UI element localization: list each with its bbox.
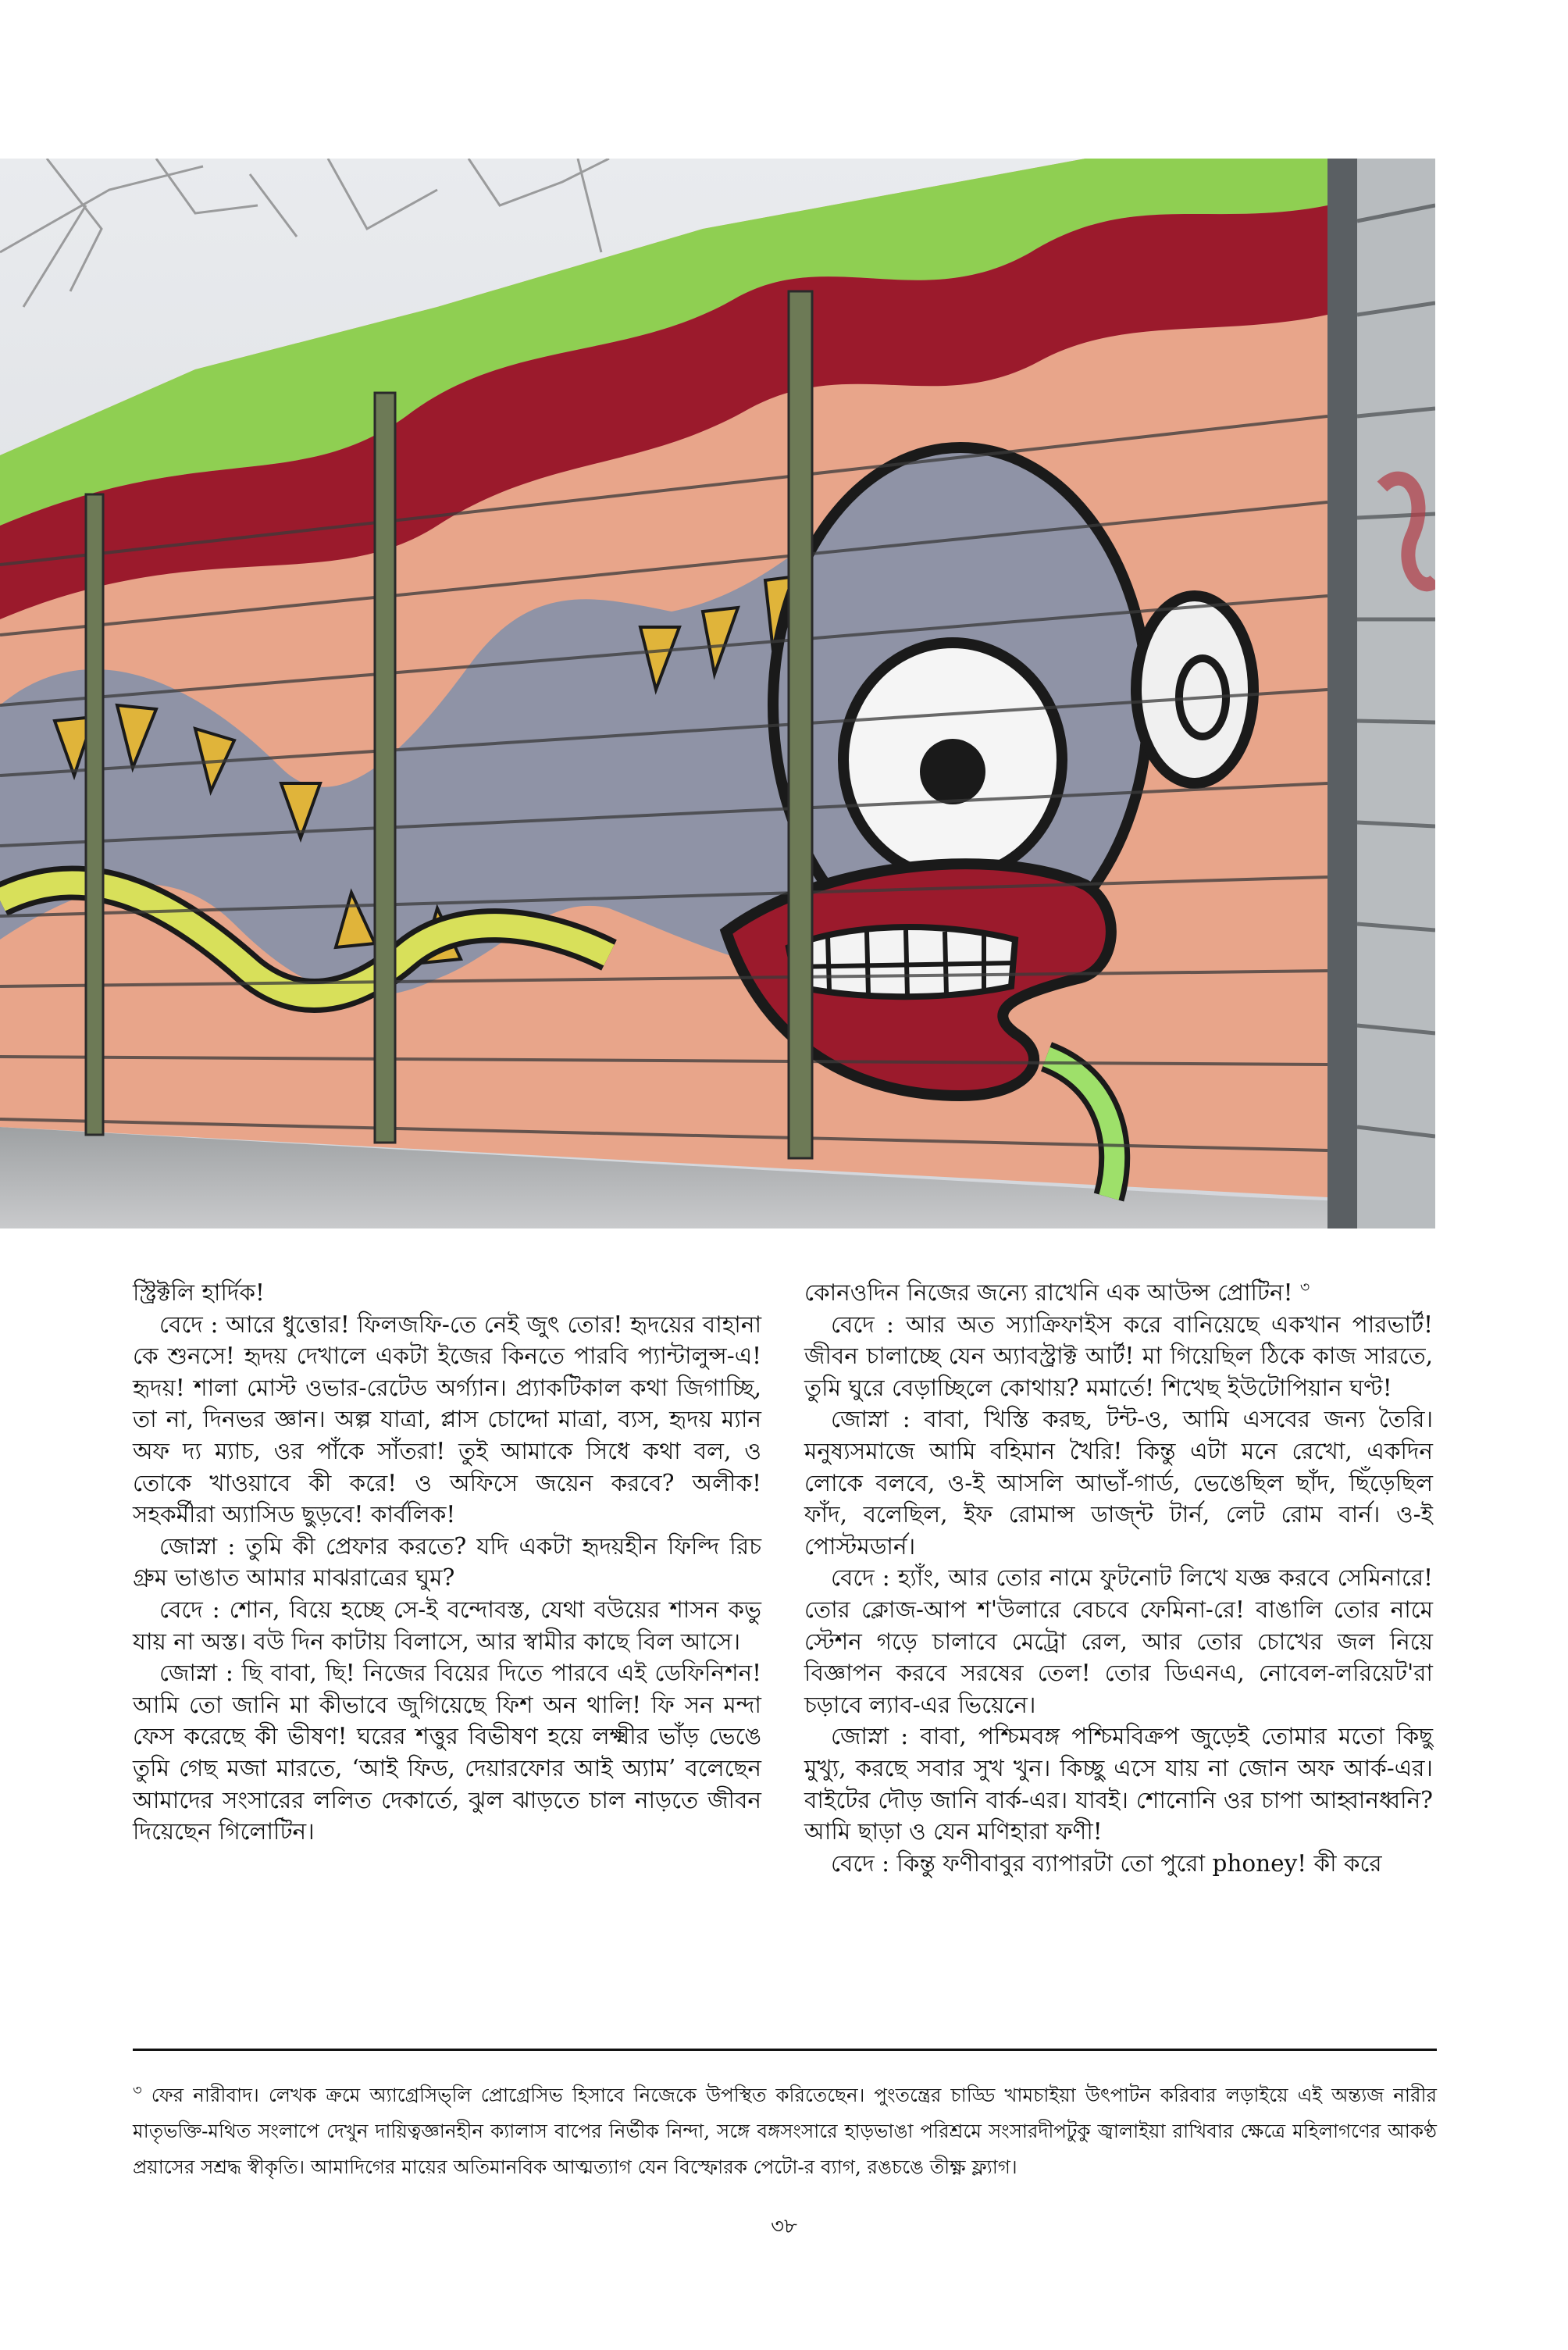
paragraph: বেদে : আরে ধুত্তোর! ফিলজফি-তে নেই জুৎ তোর! হৃদয়ের বাহানা কে শুনসে! হৃদয় দেখালে একটা ইজের কিনতে পারবি প্যান্টালুন্স-এ! হৃদয়! শালা মোস্ট ওভার-রেটেড অর্গ্যান। প্র্যাকটিকাল কথা জিগাচ্ছি, তা না, দিনভর জ্ঞান। অল্প যাত্রা, প্লাস চোদ্দো মাত্রা, ব্যস, হৃদয় ম্যান অফ দ্য ম্যাচ, ওর পাঁকে সাঁতরা! তুই আমাকে সিধে কথা বল, ও তোকে খাওয়াবে কী করে! ও অফিসে জয়েন করবে? অলীক! সহকর্মীরা অ্যাসিড ছুড়বে! কার্বলিক! (133, 1311, 761, 1528)
footnote-divider (133, 2049, 1437, 2051)
paragraph: বেদে : কিন্তু ফণীবাবুর ব্যাপারটা তো পুরো phoney! কী করে (831, 1849, 1382, 1877)
paragraph: বেদে : আর অত স্যাক্রিফাইস করে বানিয়েছে একখান পারভার্ট! জীবন চালাচ্ছে যেন অ্যাবস্ট্রাক্ট আর্ট! মা গিয়েছিল ঠিকে কাজ সারতে, তুমি ঘুরে বেড়াচ্ছিলে কোথায়? মমার্তে! শিখেছ ইউটোপিয়ান ঘণ্ট! (804, 1311, 1433, 1401)
left-text-column (133, 1277, 761, 1848)
footnote (133, 2077, 1437, 2185)
paragraph: জোস্না : বাবা, পশ্চিমবঙ্গ পশ্চিমবিক্রপ জুড়েই তোমার মতো কিছু মুখ্যু, করছে সবার সুখ খুন। কিচ্ছু এসে যায় না জোন অফ আর্ক-এর। বাইটের দৌড় জানি বার্ক-এর। যাবই। শোনোনি ওর চাপা আহ্বানধ্বনি? আমি ছাড়া ও যেন মণিহারা ফণী! (804, 1723, 1433, 1845)
footnote-reference[interactable]: ৩ (1299, 1278, 1310, 1296)
graffiti-wall-illustration (0, 159, 1435, 1228)
paragraph: বেদে : শোন, বিয়ে হচ্ছে সে-ই বন্দোবস্ত, যেথা বউয়ের শাসন কভু যায় না অস্ত। বউ দিন কাটায় বিলাসে, আর স্বামীর কাছে বিল আসে। (133, 1596, 761, 1655)
graffiti-photo (0, 159, 1435, 1228)
paragraph-text: কোনওদিন নিজের জন্যে রাখেনি এক আউন্স প্রোটিন! (804, 1279, 1293, 1306)
right-text-column (804, 1277, 1433, 1879)
paragraph: জোস্না : ছি বাবা, ছি! নিজের বিয়ের দিতে পারবে এই ডেফিনিশন! আমি তো জানি মা কীভাবে জুগিয়েছে ফিশ অন থালি! ফি সন মন্দা ফেস করেছে কী ভীষণ! ঘরের শত্তুর বিভীষণ হয়ে লক্ষ্মীর ভাঁড় ভেঙে তুমি গেছ মজা মারতে, ‘আই ফিড, দেয়ারফোর আই অ্যাম’ বলেছেন আমাদের সংসারের ললিত দেকার্তে, ঝুল ঝাড়তে চাল নাড়তে জীবন দিয়েছেন গিলোটিন। (133, 1660, 761, 1845)
paragraph: জোস্না : তুমি কী প্রেফার করতে? যদি একটা হৃদয়হীন ফিল্দি রিচ গ্রুম ভাঙাত আমার মাঝরাত্রের ঘুম? (133, 1532, 761, 1592)
footnote-text: ফের নারীবাদ। লেখক ক্রমে অ্যাগ্রেসিভ্‌লি প্রোগ্রেসিভ হিসাবে নিজেকে উপস্থিত করিতেছেন। পুংতন্ত্রের চাড্ডি খামচাইয়া উৎপাটন করিবার লড়াইয়ে এই অন্ত্যজ নারীর মাতৃভক্তি-মথিত সংলাপে দেখুন দায়িত্বজ্ঞানহীন ক্যালাস বাপের নির্ভীক নিন্দা, সঙ্গে বঙ্গসংসারে হাড়ভাঙা পরিশ্রমে সংসারদীপটুকু জ্বালাইয়া রাখিবার ক্ষেত্রে মহিলাগণের আকণ্ঠ প্রয়াসের সশ্রদ্ধ স্বীকৃতি। আমাদিগের মায়ের অতিমানবিক আত্মত্যাগ যেন বিস্ফোরক পেটো-র ব্যাগ, রঙচঙে তীক্ষ্ণ ফ্ল্যাগ। (133, 2084, 1437, 2178)
footnote-marker: ৩ (133, 2081, 142, 2099)
paragraph (804, 1277, 1433, 1309)
paragraph: স্ট্রিক্টলি হার্দিক! (133, 1279, 265, 1306)
page-number: ৩৮ (771, 2215, 797, 2238)
paragraph: বেদে : হ্যাঁং, আর তোর নামে ফুটনোট লিখে যজ্ঞ করবে সেমিনারে! তোর ক্লোজ-আপ শ'উলারে বেচবে ফেমিনা-রে! বাঙালি তোর নামে স্টেশন গড়ে চালাবে মেট্রো রেল, আর তোর চোখের জল নিয়ে বিজ্ঞাপন করবে সরষের তেল! তোর ডিএনএ, নোবেল-লরিয়েট'রা চড়াবে ল্যাব-এর ভিয়েনে। (804, 1564, 1433, 1718)
paragraph: জোস্না : বাবা, খিস্তি করছ, টন্ট-ও, আমি এসবের জন্য তৈরি। মনুষ্যসমাজে আমি বহিমান খৈরি! কিন্তু এটা মনে রেখো, একদিন লোকে বলবে, ও-ই আসলি আভাঁ-গার্ড, ভেঙেছিল ছাঁদ, ছিঁড়েছিল ফাঁদ, বলেছিল, ইফ রোমান্স ডাজ্‌ন্ট টার্ন, লেট রোম বার্ন। ও-ই পোস্টমডার্ন। (804, 1406, 1433, 1560)
